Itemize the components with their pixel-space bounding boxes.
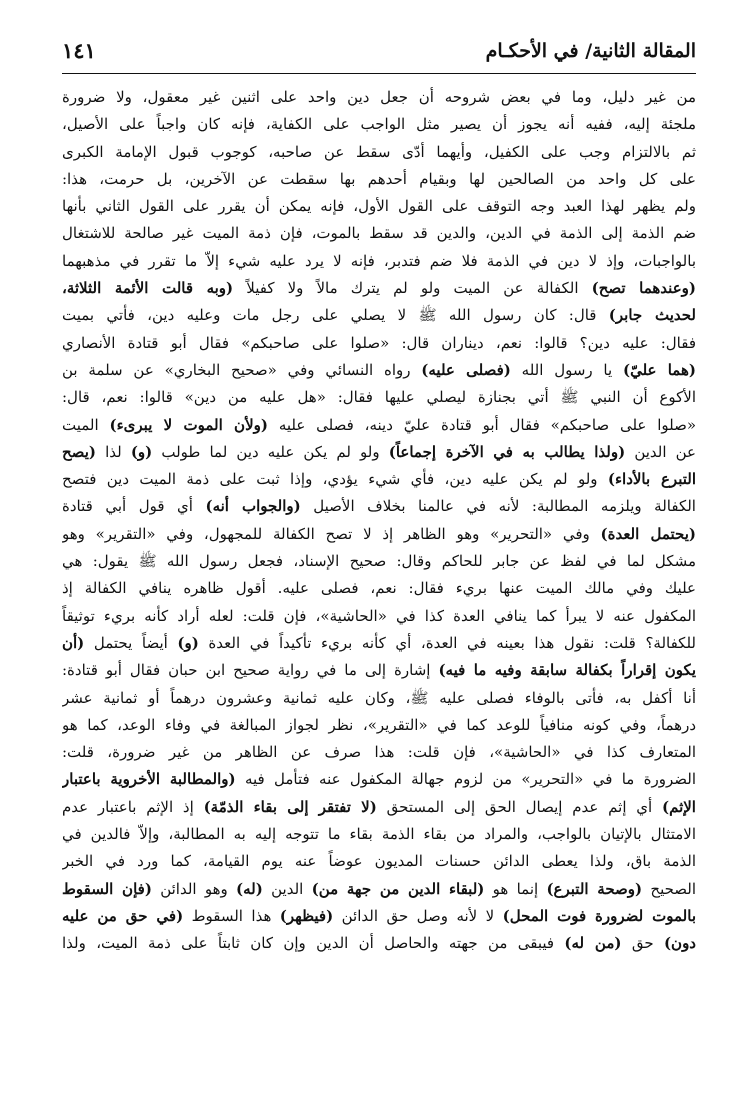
text-line bbox=[62, 357, 696, 384]
text-segment: أي قول أبي قتادة bbox=[62, 497, 206, 516]
bold-text-segment: (وبه قالت الأئمة الثلاثة، bbox=[62, 279, 234, 298]
text-line bbox=[62, 139, 696, 166]
bold-text-segment: (ولذا يطالب به في الآخرة إجماعاً) bbox=[388, 442, 626, 461]
bold-text-segment: (فصلى عليه) bbox=[421, 360, 511, 379]
text-line bbox=[62, 384, 696, 411]
bold-text-segment: (والمطالبة الأخروية باعتبار bbox=[62, 770, 236, 789]
text-segment: إذ الإثم باعتبار عدم bbox=[62, 797, 204, 816]
text-segment: للكفالة؟ قلت: نقول هذا بعينه في العدة، أي كأنه بريء تأكيداً في العدة bbox=[198, 633, 696, 652]
text-line bbox=[62, 302, 696, 329]
text-segment: المكفول عنه لا يبرأ كما ينافي العدة كذا في «الحاشية»، فإن قلت: لعله أراد كأنه بريء توثيقاً bbox=[62, 606, 696, 625]
text-segment: الميت bbox=[62, 415, 110, 434]
bold-text-segment: (و) bbox=[130, 442, 153, 461]
text-line bbox=[62, 275, 696, 302]
bold-text-segment: (لبقاء الدين من جهة من) bbox=[311, 879, 485, 898]
text-segment: الضرورة ما في «التحرير» من لزوم جهالة المكفول عنه فتأمل فيه bbox=[235, 770, 696, 789]
text-line bbox=[62, 439, 696, 466]
text-line bbox=[62, 84, 696, 111]
bold-text-segment: (من له) bbox=[564, 934, 622, 953]
text-segment: أيضاً يحتمل bbox=[84, 633, 178, 652]
text-segment: ضم الذمة إلى الذمة في الدين، والدين قد سقط بالموت، فإن ذمة الميت غير صالحة للاشتغال bbox=[62, 224, 696, 243]
text-segment: عليك وفي مالك الميت عنها بريء فقال: نعم، فصلى عليه. أقول ظاهره ينافي الكفالة إذ bbox=[62, 579, 696, 598]
text-segment: عن الدين bbox=[625, 442, 696, 461]
text-segment: الكفالة ويلزمه المطالبة: لأنه في عالمنا بخلاف الأصيل bbox=[300, 497, 696, 516]
text-segment: مشكل لما في لفظ عن جابر للحاكم وقال: صحيح الإسناد، فجعل رسول الله ﷺ يقول: هي bbox=[62, 552, 696, 571]
header-divider bbox=[62, 73, 696, 74]
text-line bbox=[62, 521, 696, 548]
text-segment: الدين bbox=[262, 879, 312, 898]
text-segment: فيبقى من جهته والحاصل أن الدين وإن كان ثابتاً على ذمة الميت، ولذا bbox=[62, 934, 565, 953]
text-segment: ملجئة إليه، ففيه أنه يجوز أن يصير مثل الواجب على الكفاية، فإنه كان واجباً على الأصيل، bbox=[62, 115, 696, 134]
text-line bbox=[62, 603, 696, 630]
text-segment: هذا السقوط bbox=[183, 906, 280, 925]
text-segment: أنا أكفل به، فأتى بالوفاء فصلى عليه ﷺ، وكان عليه ثمانية وعشرون درهماً أو ثمانية عشر bbox=[62, 688, 696, 707]
text-line bbox=[62, 412, 696, 439]
text-segment: بالواجبات، وإذ لا دين في الذمة فلا ضم فتدبر، فإنه لا يرد عليه شيء إلاّ ما تقرر في مذهبهما bbox=[62, 251, 696, 270]
text-segment: قال: كان رسول الله ﷺ لا يصلي على رجل مات وعليه دين، فأتي بميت bbox=[62, 306, 609, 325]
text-segment: ولو لم يكن عليه دين لما طولب bbox=[152, 442, 389, 461]
bold-text-segment: (والجواب أنه) bbox=[205, 497, 301, 516]
text-segment: على كل واحد من الصالحين لها وبقيام أحدهم بها سقطت عن الآخرين، بل حرمت، هذا: bbox=[62, 169, 696, 188]
text-segment: فقال: عليه دين؟ قالوا: نعم، ديناران قال: «صلوا على صاحبكم» فقال أبو قتادة الأنصاري bbox=[62, 333, 696, 352]
bold-text-segment: (فإن السقوط bbox=[62, 879, 152, 898]
text-line bbox=[62, 330, 696, 357]
text-segment: لذا bbox=[95, 442, 131, 461]
bold-text-segment: (وعندهما تصح) bbox=[591, 279, 696, 298]
text-segment: «صلوا على صاحبكم» فقال أبو قتادة عليّ دينه، فصلى عليه bbox=[267, 415, 696, 434]
text-line bbox=[62, 548, 696, 575]
text-segment: إشارة إلى ما في رواية صحيح ابن حبان فقال أبو قتادة: bbox=[62, 661, 439, 680]
text-segment: وفي «التحرير» وهو الظاهر إذ لا تصح الكفالة للمجهول، وفي «التقرير» وهو bbox=[62, 524, 601, 543]
bold-text-segment: (هما عليّ) bbox=[622, 360, 696, 379]
bold-text-segment: (ولأن الموت لا يبرىء) bbox=[109, 415, 268, 434]
text-line bbox=[62, 739, 696, 766]
text-segment: من غير دليل، وما في بعض شروحه أن جعل دين واحد على اثنين غير معقول، ولا ضرورة bbox=[62, 88, 696, 106]
text-segment: الأكوع أن النبي ﷺ أتي بجنازة ليصلي عليها فقال: «هل عليه من دين» قالوا: نعم، قال: bbox=[62, 388, 696, 407]
bold-text-segment: (وصحة التبرع) bbox=[546, 879, 643, 898]
text-segment: وهو الدائن bbox=[151, 879, 237, 898]
text-line bbox=[62, 493, 696, 520]
text-line bbox=[62, 766, 696, 793]
bold-text-segment: الإثم) bbox=[662, 797, 696, 816]
running-title: المقالة الثانية/ في الأحكـام bbox=[485, 40, 696, 62]
text-line bbox=[62, 903, 696, 930]
bold-text-segment: دون) bbox=[663, 934, 696, 953]
text-segment: يا رسول الله bbox=[510, 360, 623, 379]
text-segment: ولم يظهر لهذا العبد وجه التوقف على القول الأول، فإنه يمكن أن يقرر على القول الثاني بأنها bbox=[62, 197, 696, 216]
text-line bbox=[62, 166, 696, 193]
text-segment: الذمة باق، ولذا يعطى الدائن حسنات المديون عوضاً عنه يوم القيامة، كما ورد في الخبر bbox=[62, 852, 696, 871]
text-segment: أي إثم عدم إيصال الحق إلى المستحق bbox=[376, 797, 662, 816]
text-segment: الصحيح bbox=[642, 879, 696, 898]
bold-text-segment: التبرع بالأداء) bbox=[607, 470, 696, 489]
bold-text-segment: (و) bbox=[177, 633, 199, 652]
text-segment: ولو لم يكن عليه دين، فأي شيء يؤدي، وإذا ثبت على ذمة الميت دين فتصح bbox=[62, 470, 608, 489]
bold-text-segment: لحديث جابر) bbox=[608, 306, 696, 325]
bold-text-segment: بالموت لضرورة فوت المحل) bbox=[502, 906, 696, 925]
text-line bbox=[62, 630, 696, 657]
text-line bbox=[62, 930, 696, 957]
bold-text-segment: (فيظهر) bbox=[279, 906, 334, 925]
text-line bbox=[62, 876, 696, 903]
text-line bbox=[62, 111, 696, 138]
text-segment: درهماً، وفي كونه منافياً للوعد كما في «التقرير»، نظر لجواز المبالغة في وفاء الوعد، كما هو bbox=[62, 715, 696, 734]
text-segment: حق bbox=[621, 934, 664, 953]
bold-text-segment: (يحتمل العدة) bbox=[600, 524, 696, 543]
text-segment: الامتثال بالإتيان بالواجب، والمراد من بقاء الذمة بقاء ما تتوجه إليه به المطالبة، وإلاّ فالدين في bbox=[62, 825, 696, 844]
text-line bbox=[62, 821, 696, 848]
text-line bbox=[62, 220, 696, 247]
text-segment: الكفالة عن الميت ولو لم يترك مالاً ولا كفيلاً bbox=[233, 279, 592, 298]
page-header bbox=[62, 34, 696, 70]
text-segment: رواه النسائي وفي «صحيح البخاري» عن سلمة بن bbox=[62, 360, 422, 379]
bold-text-segment: يكون إقراراً بكفالة سابقة وفيه ما فيه) bbox=[438, 661, 696, 680]
bold-text-segment: (في حق من عليه bbox=[62, 906, 184, 925]
bold-text-segment: (يصح bbox=[62, 442, 96, 461]
bold-text-segment: (لا تفتقر إلى بقاء الذمّة) bbox=[203, 797, 377, 816]
text-line bbox=[62, 575, 696, 602]
text-segment: إنما هو bbox=[484, 879, 547, 898]
text-segment: المتعارف كذا في «الحاشية»، فإن قلت: هذا صرف عن الظاهر من غير ضرورة، قلت: bbox=[62, 743, 696, 762]
text-line bbox=[62, 466, 696, 493]
text-line bbox=[62, 712, 696, 739]
text-line bbox=[62, 848, 696, 875]
bold-text-segment: (أن bbox=[62, 633, 85, 652]
text-segment: ثم بالالتزام وجب على الكفيل، وأيهما أدّى سقط عن صاحبه، كوجوب قبول الإمامة الكبرى bbox=[62, 142, 696, 161]
body-text bbox=[62, 84, 696, 958]
text-segment: لا لأنه وصل حق الدائن bbox=[333, 906, 503, 925]
text-line bbox=[62, 193, 696, 220]
text-line bbox=[62, 248, 696, 275]
text-line bbox=[62, 685, 696, 712]
text-line bbox=[62, 657, 696, 684]
page-number: ١٤١ bbox=[62, 38, 96, 63]
bold-text-segment: (له) bbox=[236, 879, 263, 898]
text-line bbox=[62, 794, 696, 821]
